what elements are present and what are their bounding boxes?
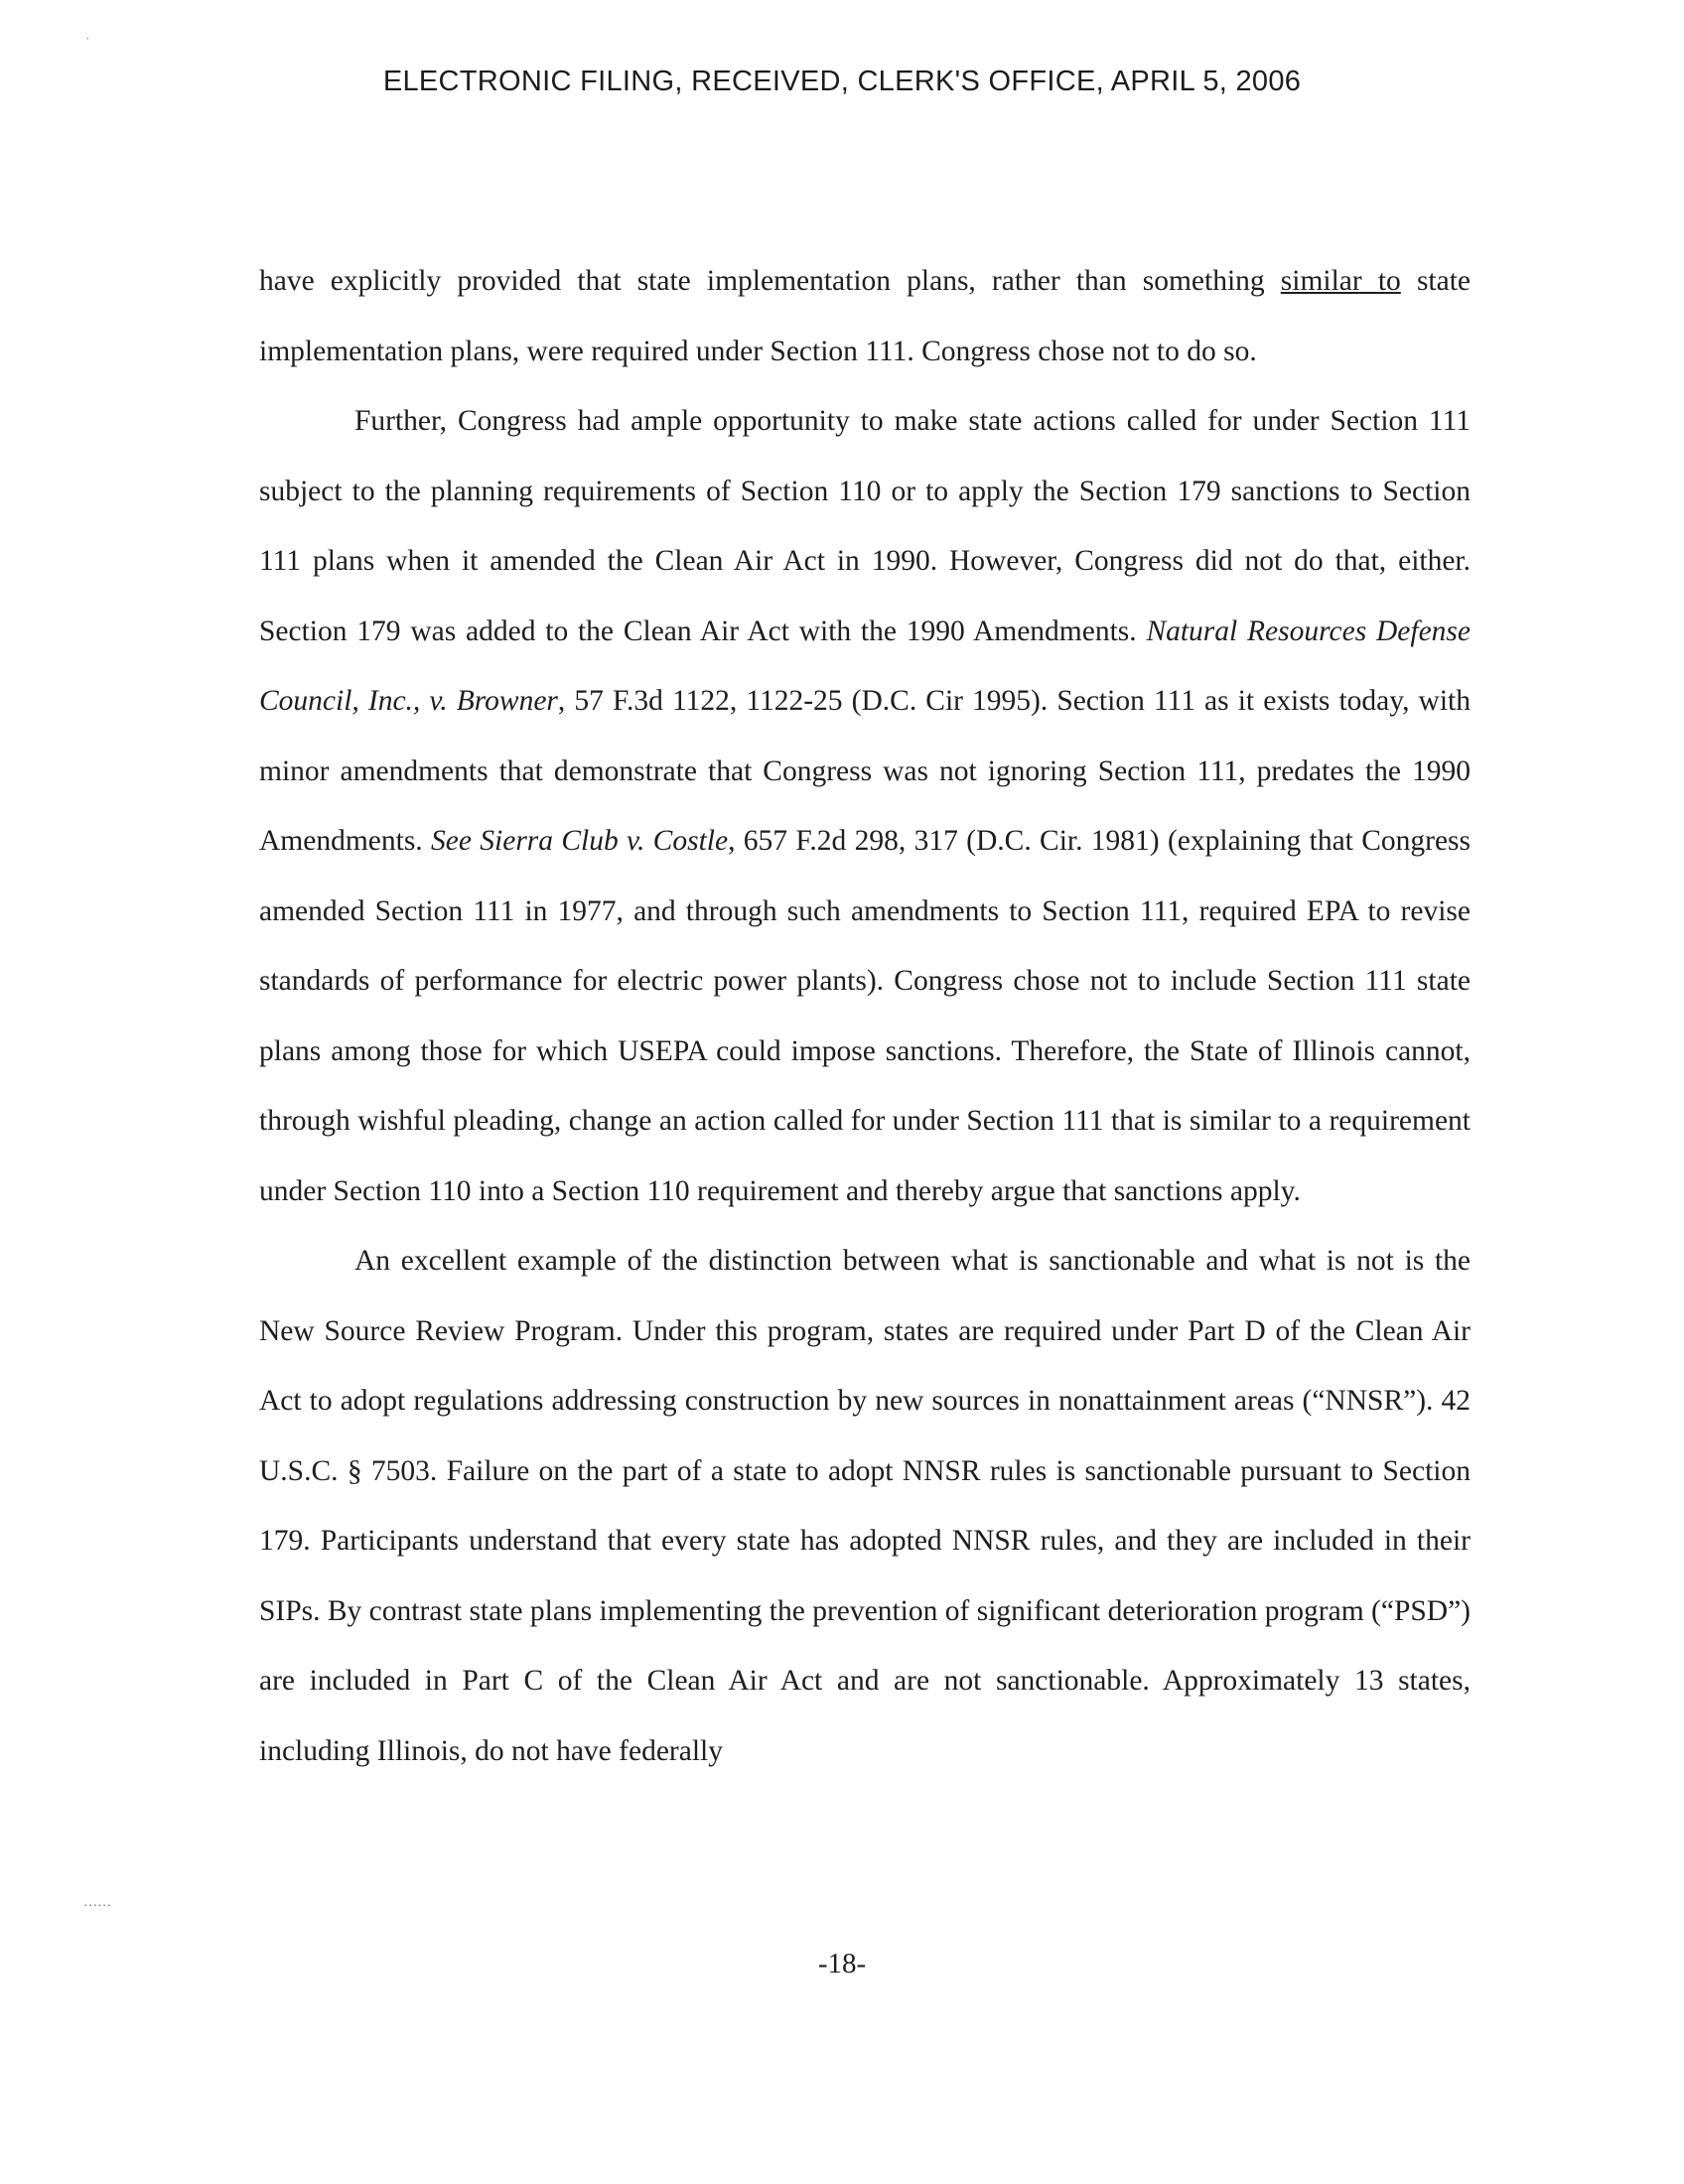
scan-speck: ‥‥‥ bbox=[83, 1895, 112, 1910]
document-body bbox=[259, 246, 1471, 1786]
case-citation: Natural Resources Defense Council, Inc., v. Browner bbox=[259, 614, 1471, 717]
paragraph-1 bbox=[259, 246, 1471, 386]
text-run: An excellent example of the distinction between what is sanctionable and what is not is the New Source Review Program. Under this program, states are required under Part D of the Clean Air Act to adopt regulations addressing construction by new sources in nonattainment areas (“NNSR”). 42 U.S.C. § 7503. Failure on the part of a state to adopt NNSR rules is sanctionable pursuant to Section 179. Participants understand that every state has adopted NNSR rules, and they are included in their SIPs. By contrast state plans implementing the prevention of significant deterioration program (“PSD”) are included in Part C of the Clean Air Act and are not sanctionable. Approximately 13 states, including Illinois, do not have federally bbox=[259, 1245, 1471, 1767]
case-citation: See Sierra Club v. Costle bbox=[431, 825, 729, 857]
text-run: Further, Congress had ample opportunity to make state actions called for under Section 111 subject to the planning requirements of Section 110 or to apply the Section 179 sanctions to Section 111 plans when it amended the Clean Air Act in 1990. However, Congress did not do that, either. Section 179 was added to the Clean Air Act with the 1990 Amendments. bbox=[259, 405, 1471, 647]
paragraph-3 bbox=[259, 1226, 1471, 1786]
text-run: , 57 F.3d 1122, 1122-25 (D.C. Cir 1995). Section 111 as it exists today, with minor amendments that demonstrate that Congress was not ignoring Section 111, predates the 1990 Amendments. bbox=[259, 685, 1472, 857]
filing-header: ELECTRONIC FILING, RECEIVED, CLERK'S OFFICE, APRIL 5, 2006 bbox=[382, 66, 1302, 97]
text-run: have explicitly provided that state implementation plans, rather than something bbox=[259, 265, 1281, 297]
scan-speck: ˙ bbox=[85, 36, 90, 51]
underlined-text: similar to bbox=[1280, 265, 1401, 297]
page-number: -18- bbox=[817, 1948, 867, 1979]
paragraph-2 bbox=[259, 386, 1471, 1226]
text-run: , 657 F.2d 298, 317 (D.C. Cir. 1981) (explaining that Congress amended Section 111 in 1977, and through such amendments to Section 111, required EPA to revise standards of performance for electric power plants). Congress chose not to include Section 111 state plans among those for which USEPA could impose sanctions. Therefore, the State of Illinois cannot, through wishful pleading, change an action called for under Section 111 that is similar to a requirement under Section 110 into a Section 110 requirement and thereby argue that sanctions apply. bbox=[259, 825, 1471, 1207]
text-run: state implementation plans, were required under Section 111. Congress chose not to do so. bbox=[259, 265, 1471, 367]
